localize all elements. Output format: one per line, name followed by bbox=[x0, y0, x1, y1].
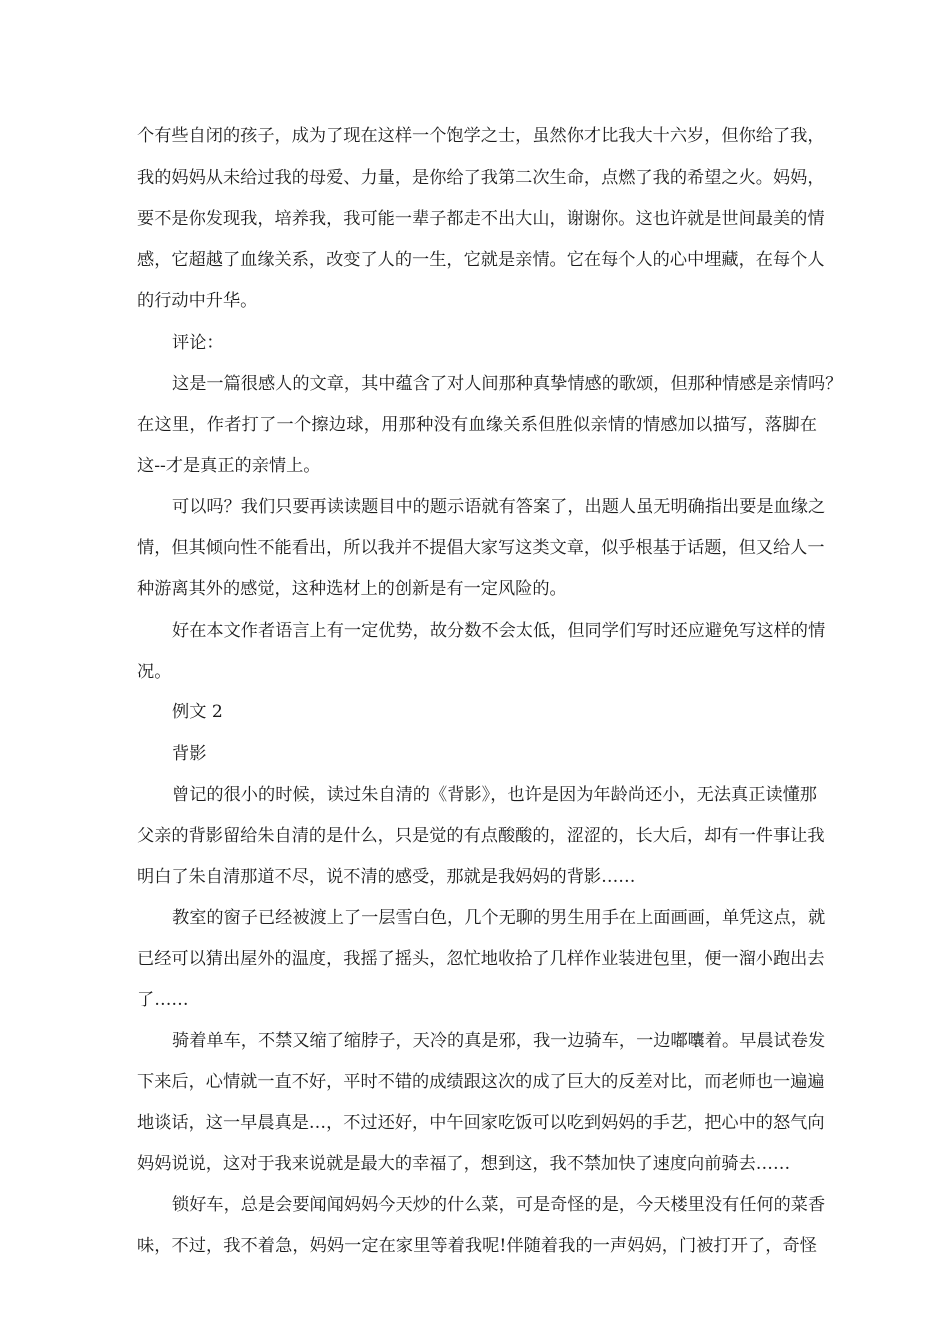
text-line: 的行动中升华。 bbox=[137, 291, 258, 311]
text-line: 好在本文作者语言上有一定优势，故分数不会太低，但同学们写时还应避免写这样的情 bbox=[172, 621, 826, 641]
text-line: 了…… bbox=[137, 990, 189, 1010]
text-line: 下来后，心情就一直不好，平时不错的成绩跟这次的成了巨大的反差对比，而老师也一遍遍 bbox=[137, 1072, 825, 1092]
text-line: 这是一篇很感人的文章，其中蕴含了对人间那种真挚情感的歌颂，但那种情感是亲情吗？ bbox=[172, 374, 843, 394]
text-line: 曾记的很小的时候，读过朱自清的《背影》，也许是因为年龄尚还小，无法真正读懂那 bbox=[172, 785, 817, 805]
text-line: 情，但其倾向性不能看出，所以我并不提倡大家写这类文章，似乎根基于话题，但又给人一 bbox=[137, 538, 825, 558]
text-line: 要不是你发现我，培养我，我可能一辈子都走不出大山，谢谢你。这也许就是世间最美的情 bbox=[137, 209, 825, 229]
text-line: 个有些自闭的孩子，成为了现在这样一个饱学之士，虽然你才比我大十六岁，但你给了我， bbox=[137, 126, 825, 146]
text-line: 况。 bbox=[137, 662, 172, 682]
text-line: 我的妈妈从未给过我的母爱、力量，是你给了我第二次生命，点燃了我的希望之火。妈妈， bbox=[137, 168, 825, 188]
text-line: 骑着单车，不禁又缩了缩脖子，天冷的真是邪，我一边骑车，一边嘟囔着。早晨试卷发 bbox=[172, 1031, 826, 1051]
text-line: 例文 2 bbox=[172, 702, 223, 722]
text-line: 这--才是真正的亲情上。 bbox=[137, 456, 321, 476]
text-line: 味，不过，我不着急，妈妈一定在家里等着我呢!伴随着我的一声妈妈，门被打开了，奇怪 bbox=[137, 1236, 817, 1256]
text-line: 背影 bbox=[172, 744, 207, 764]
text-line: 评论： bbox=[172, 333, 224, 353]
text-line: 在这里，作者打了一个擦边球，用那种没有血缘关系但胜似亲情的情感加以描写，落脚在 bbox=[137, 415, 817, 435]
text-line: 感，它超越了血缘关系，改变了人的一生，它就是亲情。它在每个人的心中埋藏，在每个人 bbox=[137, 250, 825, 270]
text-line: 锁好车，总是会要闻闻妈妈今天炒的什么菜，可是奇怪的是，今天楼里没有任何的菜香 bbox=[172, 1195, 826, 1215]
text-line: 可以吗？我们只要再读读题目中的题示语就有答案了，出题人虽无明确指出要是血缘之 bbox=[172, 497, 826, 517]
text-line: 种游离其外的感觉，这种选材上的创新是有一定风险的。 bbox=[137, 579, 567, 599]
text-line: 地谈话，这一早晨真是…，不过还好，中午回家吃饭可以吃到妈妈的手艺，把心中的怒气向 bbox=[137, 1113, 825, 1133]
text-line: 妈妈说说，这对于我来说就是最大的幸福了，想到这，我不禁加快了速度向前骑去…… bbox=[137, 1154, 791, 1174]
text-line: 已经可以猜出屋外的温度，我摇了摇头，忽忙地收拾了几样作业装进包里，便一溜小跑出去 bbox=[137, 949, 825, 969]
text-line: 父亲的背影留给朱自清的是什么，只是觉的有点酸酸的，涩涩的，长大后，却有一件事让我 bbox=[137, 826, 825, 846]
text-line: 明白了朱自清那道不尽，说不清的感受，那就是我妈妈的背影…… bbox=[137, 867, 636, 887]
text-line: 教室的窗子已经被渡上了一层雪白色，几个无聊的男生用手在上面画画，单凭这点，就 bbox=[172, 908, 826, 928]
